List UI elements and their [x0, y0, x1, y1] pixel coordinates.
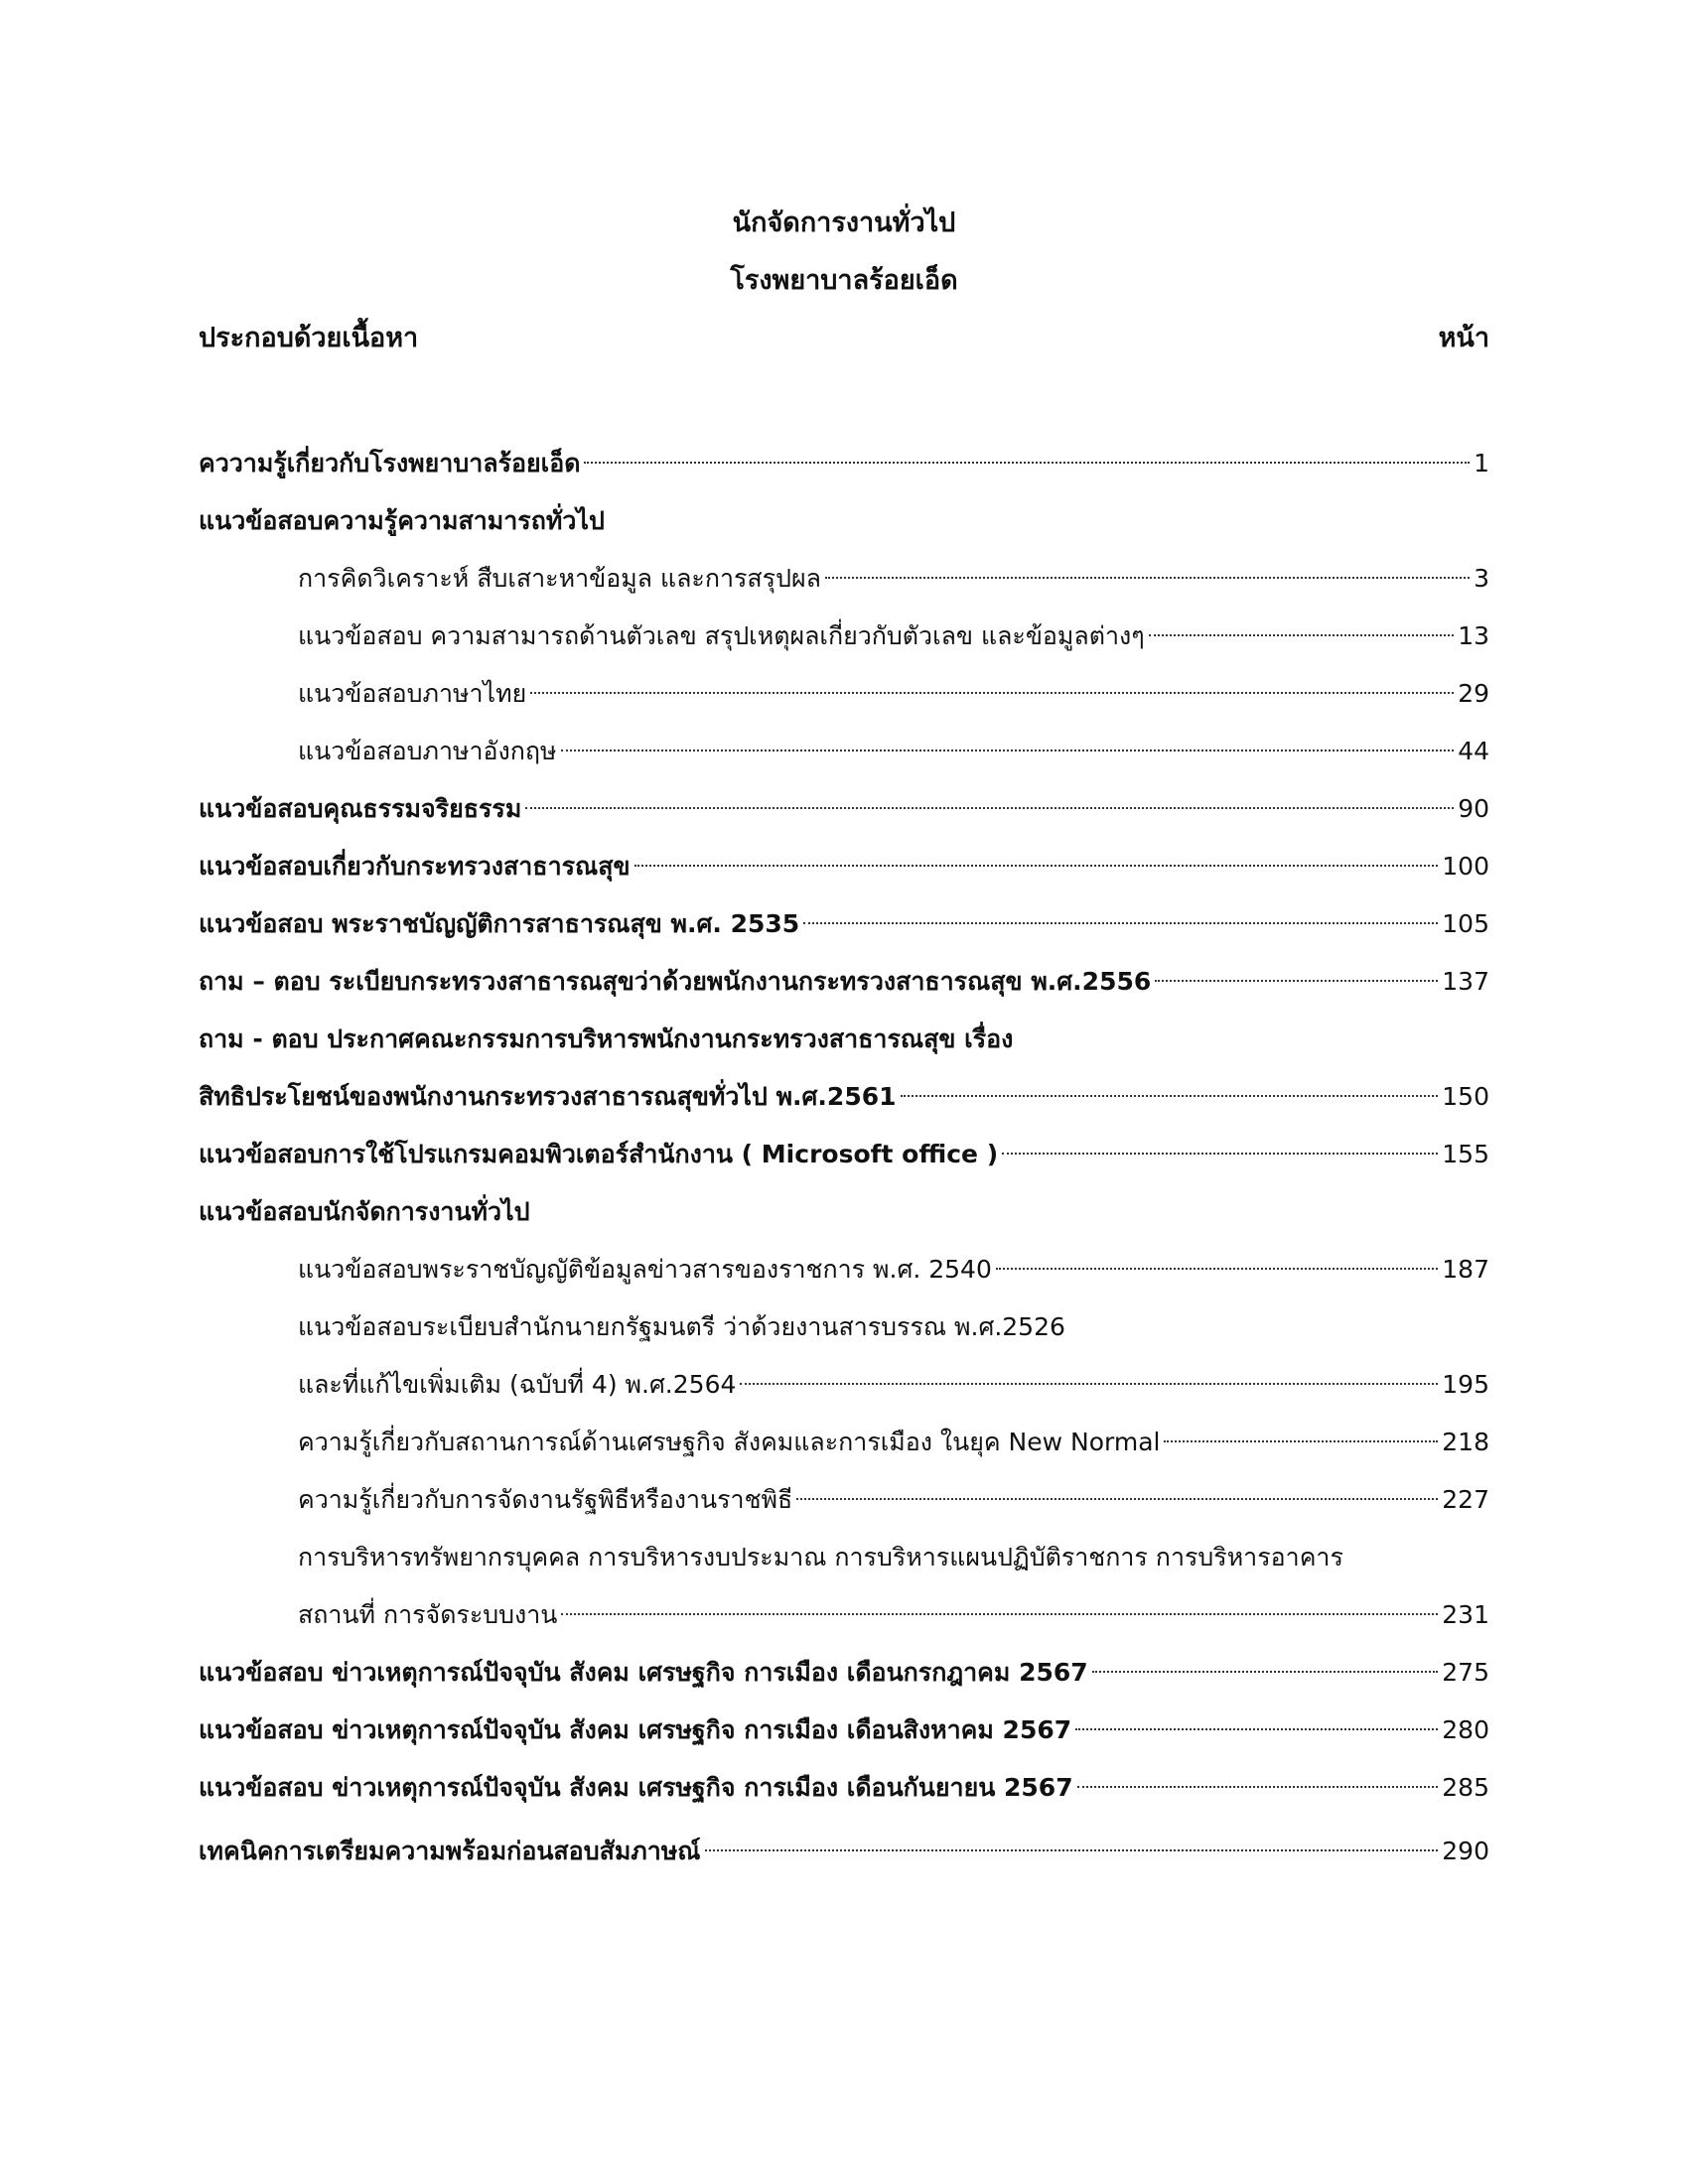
toc-entry-title: แนวข้อสอบนักจัดการงานทั่วไป: [199, 1197, 530, 1226]
toc-entry-title: ความรู้เกี่ยวกับสถานการณ์ด้านเศรษฐกิจ สังคมและการเมือง ในยุค New Normal: [298, 1428, 1161, 1456]
toc-entry-page-number: 285: [1442, 1773, 1489, 1802]
toc-entry-page-number: 231: [1442, 1600, 1489, 1629]
toc-leader-dots: [525, 807, 1454, 809]
toc-entry: [199, 1702, 1489, 1759]
toc-entry: [199, 435, 1489, 492]
toc-entry-title: แนวข้อสอบคุณธรรมจริยธรรม: [199, 794, 522, 823]
toc-entry: [199, 550, 1489, 608]
toc-header: [199, 319, 1489, 358]
toc-entry-page-number: 13: [1458, 621, 1489, 650]
toc-entry-title: ความรู้เกี่ยวกับการจัดงานรัฐพิธีหรืองานราชพิธี: [298, 1485, 793, 1514]
toc-leader-dots: [1002, 1153, 1438, 1155]
toc-leader-dots: [584, 462, 1470, 464]
toc-entry: [199, 1126, 1489, 1183]
toc-entry-title: การคิดวิเคราะห์ สืบเสาะหาข้อมูล และการสรุปผล: [298, 564, 821, 593]
toc-entry-page-number: 227: [1442, 1485, 1489, 1514]
toc-leader-dots: [1077, 1786, 1439, 1788]
toc-entry-page-number: 105: [1442, 909, 1489, 938]
toc-entry: [199, 1586, 1489, 1644]
toc-entry-title: สิทธิประโยชน์ของพนักงานกระทรวงสาธารณสุขทั่วไป พ.ศ.2561: [199, 1082, 897, 1111]
toc-entry: [199, 723, 1489, 780]
toc-entry-page-number: 290: [1442, 1837, 1489, 1865]
toc-entry-title: แนวข้อสอบความรู้ความสามารถทั่วไป: [199, 506, 605, 535]
toc-leader-dots: [634, 865, 1439, 867]
toc-entry-title: แนวข้อสอบ พระราชบัญญัติการสาธารณสุข พ.ศ. 2535: [199, 909, 800, 938]
toc-entry-page-number: 187: [1442, 1255, 1489, 1284]
toc-leader-dots: [1164, 1440, 1438, 1442]
toc-entry: [199, 665, 1489, 723]
toc-entry-title: เทคนิคการเตรียมความพร้อมก่อนสอบสัมภาษณ์: [199, 1837, 701, 1865]
toc-entry: [199, 492, 1489, 550]
toc-leader-dots: [1149, 634, 1455, 636]
toc-entry: [199, 1241, 1489, 1298]
toc-entry-page-number: 100: [1442, 852, 1489, 881]
toc-entry-page-number: 29: [1458, 679, 1489, 708]
toc-leader-dots: [1092, 1671, 1439, 1673]
toc-entry-title: และที่แก้ไขเพิ่มเติม (ฉบับที่ 4) พ.ศ.2564: [298, 1370, 737, 1399]
toc-entry: [199, 1356, 1489, 1414]
toc-entry-title: ถาม - ตอบ ประกาศคณะกรรมการบริหารพนักงานกระทรวงสาธารณสุข เรื่อง: [199, 1024, 1014, 1053]
toc-entry-page-number: 155: [1442, 1140, 1489, 1168]
toc-leader-dots: [825, 577, 1470, 579]
toc-entry-page-number: 90: [1458, 794, 1489, 823]
toc-entry-title: การบริหารทรัพยากรบุคคล การบริหารงบประมาณ การบริหารแผนปฏิบัติราชการ การบริหารอาคาร: [298, 1543, 1343, 1571]
toc-leader-dots: [705, 1849, 1439, 1851]
toc-leader-dots: [740, 1383, 1438, 1385]
toc-entry: [199, 1298, 1489, 1356]
toc-entry-page-number: 150: [1442, 1082, 1489, 1111]
toc-entry: [199, 895, 1489, 953]
contents-label: ประกอบด้วยเนื้อหา: [199, 323, 419, 353]
page-column-label: หน้า: [1438, 323, 1489, 353]
toc-entry-page-number: 1: [1474, 449, 1489, 478]
toc-entry: [199, 1183, 1489, 1241]
toc-leader-dots: [561, 1613, 1438, 1615]
toc-entry-title: แนวข้อสอบระเบียบสำนักนายกรัฐมนตรี ว่าด้วยงานสารบรรณ พ.ศ.2526: [298, 1312, 1065, 1341]
toc-entry-title: แนวข้อสอบภาษาอังกฤษ: [298, 737, 557, 765]
toc-entry-title: แนวข้อสอบการใช้โปรแกรมคอมพิวเตอร์สำนักงาน ( Microsoft office ): [199, 1140, 999, 1168]
document-title: นักจัดการงานทั่วไป: [732, 207, 956, 238]
toc-entry: [199, 1414, 1489, 1471]
toc-entry-page-number: 44: [1458, 737, 1489, 765]
toc-entry: [199, 1011, 1489, 1068]
toc-leader-dots: [530, 692, 1454, 694]
toc-entry-page-number: 218: [1442, 1428, 1489, 1456]
toc-leader-dots: [1155, 980, 1438, 982]
table-of-contents: [199, 435, 1489, 1880]
toc-entry-title: แนวข้อสอบพระราชบัญญัติข้อมูลข่าวสารของราชการ พ.ศ. 2540: [298, 1255, 992, 1284]
toc-entry-title: แนวข้อสอบ ข่าวเหตุการณ์ปัจจุบัน สังคม เศรษฐกิจ การเมือง เดือนสิงหาคม 2567: [199, 1715, 1072, 1744]
toc-leader-dots: [901, 1095, 1439, 1097]
toc-entry: [199, 1068, 1489, 1126]
toc-entry-title: ถาม – ตอบ ระเบียบกระทรวงสาธารณสุขว่าด้วยพนักงานกระทรวงสาธารณสุข พ.ศ.2556: [199, 967, 1152, 996]
toc-entry: [199, 1529, 1489, 1586]
toc-entry: [199, 1759, 1489, 1817]
toc-entry-title: แนวข้อสอบภาษาไทย: [298, 679, 527, 708]
toc-entry: [199, 1823, 1489, 1880]
toc-entry-title: แนวข้อสอบ ข่าวเหตุการณ์ปัจจุบัน สังคม เศรษฐกิจ การเมือง เดือนกรกฎาคม 2567: [199, 1658, 1088, 1687]
toc-entry-title: แนวข้อสอบเกี่ยวกับกระทรวงสาธารณสุข: [199, 852, 631, 881]
toc-entry-title: แนวข้อสอบ ข่าวเหตุการณ์ปัจจุบัน สังคม เศรษฐกิจ การเมือง เดือนกันยายน 2567: [199, 1773, 1073, 1802]
toc-leader-dots: [803, 922, 1438, 924]
toc-leader-dots: [796, 1498, 1438, 1500]
toc-leader-dots: [996, 1268, 1438, 1270]
toc-leader-dots: [561, 750, 1455, 751]
toc-entry: [199, 953, 1489, 1011]
toc-entry: [199, 838, 1489, 895]
document-subtitle: โรงพยาบาลร้อยเอ็ด: [730, 265, 958, 296]
toc-entry-page-number: 275: [1442, 1658, 1489, 1687]
toc-entry-title: แนวข้อสอบ ความสามารถด้านตัวเลข สรุปเหตุผลเกี่ยวกับตัวเลข และข้อมูลต่างๆ: [298, 621, 1145, 650]
toc-entry-page-number: 195: [1442, 1370, 1489, 1399]
toc-entry-page-number: 137: [1442, 967, 1489, 996]
toc-entry: [199, 1644, 1489, 1702]
toc-entry-title: คววามรู้เกี่ยวกับโรงพยาบาลร้อยเอ็ด: [199, 449, 581, 478]
toc-entry: [199, 780, 1489, 838]
toc-entry: [199, 608, 1489, 665]
toc-entry: [199, 1471, 1489, 1529]
toc-entry-page-number: 3: [1474, 564, 1489, 593]
toc-entry-title: สถานที่ การจัดระบบงาน: [298, 1600, 558, 1629]
toc-entry-page-number: 280: [1442, 1715, 1489, 1744]
toc-leader-dots: [1075, 1728, 1438, 1730]
